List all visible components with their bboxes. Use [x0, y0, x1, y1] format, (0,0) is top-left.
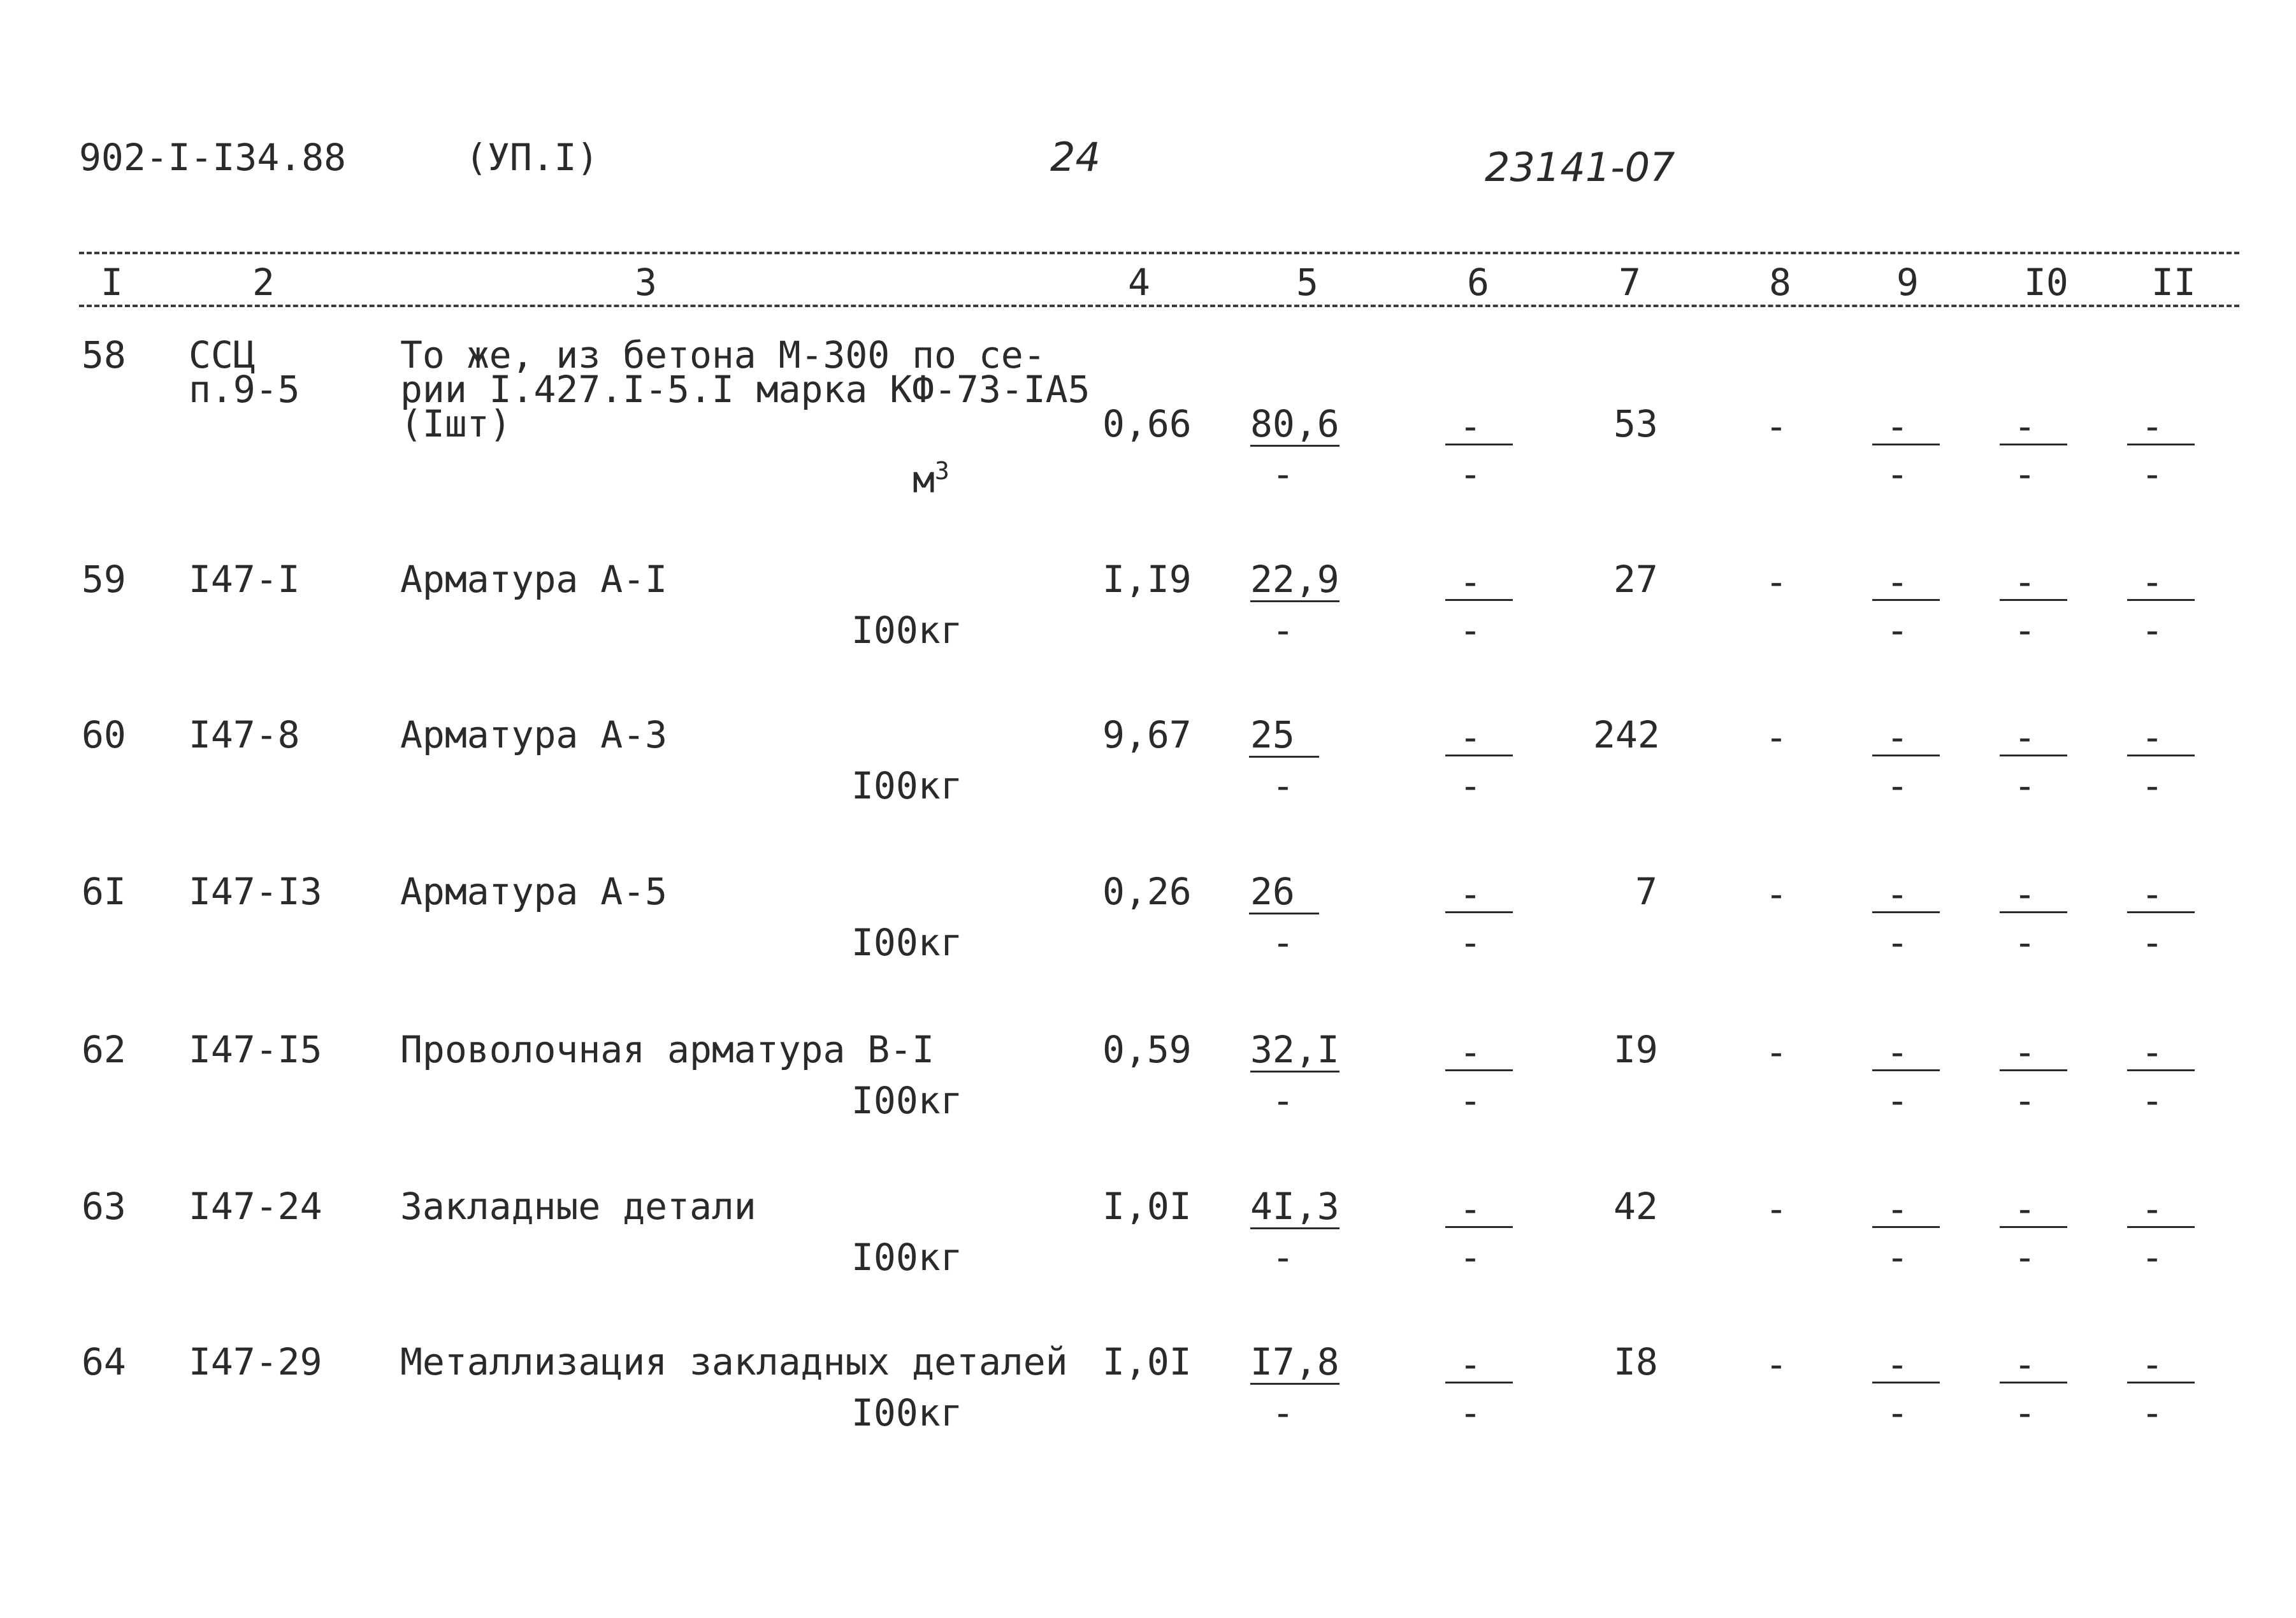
item-description-line2: рии I.427.I-5.I марка КФ-73-IА5 — [400, 368, 1090, 411]
col9-line — [1872, 755, 1940, 756]
quantity: I,0I — [1102, 1340, 1192, 1383]
col10-denominator: - — [2014, 1236, 2036, 1279]
col10-dash: - — [2014, 872, 2036, 916]
norm-code: I47-I — [189, 558, 300, 601]
norm-code-line2: п.9-5 — [189, 368, 300, 411]
item-description-line3: (Iшт) — [400, 402, 512, 445]
item-description: Проволочная арматура В-I — [400, 1028, 935, 1071]
col9-dash: - — [1886, 405, 1909, 448]
col11-denominator: - — [2141, 1236, 2163, 1279]
col10-denominator: - — [2014, 1391, 2036, 1434]
col11-denominator: - — [2141, 921, 2163, 964]
col10-line — [2000, 755, 2067, 756]
col10-dash: - — [2014, 1187, 2036, 1231]
col6-denominator: - — [1459, 921, 1482, 964]
col11-line — [2127, 755, 2195, 756]
total-cost: 42 — [1614, 1185, 1658, 1228]
col6-line — [1445, 444, 1513, 445]
quantity: I,I9 — [1102, 558, 1192, 601]
row-number: 62 — [82, 1028, 126, 1071]
unit-of-measure: I00кг — [851, 1236, 963, 1279]
column-number: I — [97, 264, 127, 301]
col8-dash: - — [1765, 560, 1787, 603]
unit-price: 26 — [1250, 870, 1295, 913]
column-number: 9 — [1893, 264, 1923, 301]
item-description: Арматура А-I — [400, 558, 668, 601]
col10-denominator: - — [2014, 452, 2036, 496]
item-description: Металлизация закладных деталей — [400, 1340, 1068, 1383]
row-number: 60 — [82, 713, 126, 756]
col9-denominator: - — [1886, 764, 1909, 807]
row-number: 64 — [82, 1340, 126, 1383]
unit-price: 25 — [1250, 713, 1295, 756]
row-number: 63 — [82, 1185, 126, 1228]
row-number: 59 — [82, 558, 126, 601]
col10-line — [2000, 1382, 2067, 1383]
col9-dash: - — [1886, 560, 1909, 603]
section-ref: (УП.I) — [465, 136, 599, 179]
col11-dash: - — [2141, 716, 2163, 759]
col9-denominator: - — [1886, 921, 1909, 964]
col9-dash: - — [1886, 716, 1909, 759]
total-cost: 242 — [1593, 713, 1660, 756]
col8-dash: - — [1765, 716, 1787, 759]
col11-dash: - — [2141, 405, 2163, 448]
col11-line — [2127, 1226, 2195, 1228]
price-denominator: - — [1272, 1391, 1294, 1434]
col10-line — [2000, 444, 2067, 445]
unit-price: 22,9 — [1250, 558, 1339, 601]
col9-denominator: - — [1886, 1079, 1909, 1122]
col6-denominator: - — [1459, 764, 1482, 807]
col6-line — [1445, 599, 1513, 601]
col8-dash: - — [1765, 872, 1787, 916]
col6-dash: - — [1459, 560, 1482, 603]
col6-line — [1445, 755, 1513, 756]
unit-of-measure: I00кг — [851, 1391, 963, 1434]
unit-price: 80,6 — [1250, 402, 1339, 445]
norm-code: I47-8 — [189, 713, 300, 756]
col6-line — [1445, 1069, 1513, 1071]
price-denominator: - — [1272, 764, 1294, 807]
total-cost: I9 — [1614, 1028, 1658, 1071]
page-number: 24 — [1050, 134, 1101, 180]
price-line — [1249, 913, 1319, 914]
column-number: 5 — [1292, 264, 1322, 301]
col11-denominator: - — [2141, 764, 2163, 807]
col11-denominator: - — [2141, 609, 2163, 652]
col6-dash: - — [1459, 405, 1482, 448]
col11-denominator: - — [2141, 1391, 2163, 1434]
col11-line — [2127, 1382, 2195, 1383]
column-number: 3 — [631, 264, 661, 301]
column-number: 4 — [1124, 264, 1154, 301]
col10-denominator: - — [2014, 609, 2036, 652]
column-number: II — [2148, 264, 2200, 301]
col6-dash: - — [1459, 1343, 1482, 1386]
col6-denominator: - — [1459, 1391, 1482, 1434]
total-cost: 53 — [1614, 402, 1658, 445]
col10-denominator: - — [2014, 921, 2036, 964]
col8-dash: - — [1765, 405, 1787, 448]
col10-line — [2000, 1069, 2067, 1071]
col11-line — [2127, 1069, 2195, 1071]
col11-line — [2127, 444, 2195, 445]
price-denominator: - — [1272, 1236, 1294, 1279]
col6-dash: - — [1459, 716, 1482, 759]
unit-price: I7,8 — [1250, 1340, 1339, 1383]
norm-code: I47-24 — [189, 1185, 322, 1228]
col6-dash: - — [1459, 1030, 1482, 1074]
col9-line — [1872, 1382, 1940, 1383]
col9-dash: - — [1886, 1343, 1909, 1386]
col8-dash: - — [1765, 1030, 1787, 1074]
unit-price: 32,I — [1250, 1028, 1339, 1071]
unit-of-measure: I00кг — [851, 1079, 963, 1122]
col10-dash: - — [2014, 1030, 2036, 1074]
col9-line — [1872, 599, 1940, 601]
row-number: 58 — [82, 333, 126, 377]
norm-code: ССЦ — [189, 333, 256, 377]
col6-denominator: - — [1459, 452, 1482, 496]
quantity: I,0I — [1102, 1185, 1192, 1228]
col9-denominator: - — [1886, 609, 1909, 652]
col9-line — [1872, 444, 1940, 445]
col10-dash: - — [2014, 716, 2036, 759]
unit-of-measure: I00кг — [851, 764, 963, 807]
col10-dash: - — [2014, 1343, 2036, 1386]
col11-denominator: - — [2141, 452, 2163, 496]
header-rule-bottom — [79, 305, 2239, 307]
column-number: 2 — [249, 264, 278, 301]
item-description: Арматура А-3 — [400, 713, 668, 756]
col9-line — [1872, 1069, 1940, 1071]
doc-number: 23141-07 — [1485, 144, 1675, 191]
col11-line — [2127, 599, 2195, 601]
col9-dash: - — [1886, 1030, 1909, 1074]
col8-dash: - — [1765, 1343, 1787, 1386]
document-code: 902-I-I34.88 — [79, 136, 347, 179]
col6-line — [1445, 1226, 1513, 1228]
header-rule-top — [79, 252, 2239, 254]
unit-price: 4I,3 — [1250, 1185, 1339, 1228]
col6-denominator: - — [1459, 1236, 1482, 1279]
col9-line — [1872, 1226, 1940, 1228]
col9-denominator: - — [1886, 1391, 1909, 1434]
col6-dash: - — [1459, 1187, 1482, 1231]
col9-dash: - — [1886, 872, 1909, 916]
col10-dash: - — [2014, 560, 2036, 603]
col6-denominator: - — [1459, 1079, 1482, 1122]
quantity: 9,67 — [1102, 713, 1192, 756]
price-denominator: - — [1272, 921, 1294, 964]
total-cost: 27 — [1614, 558, 1658, 601]
unit-of-measure: I00кг — [851, 609, 963, 652]
col8-dash: - — [1765, 1187, 1787, 1231]
col9-denominator: - — [1886, 1236, 1909, 1279]
col10-line — [2000, 911, 2067, 913]
col6-line — [1445, 911, 1513, 913]
quantity: 0,59 — [1102, 1028, 1192, 1071]
price-denominator: - — [1272, 609, 1294, 652]
column-number: I0 — [2020, 264, 2072, 301]
col11-dash: - — [2141, 872, 2163, 916]
col9-dash: - — [1886, 1187, 1909, 1231]
total-cost: I8 — [1614, 1340, 1658, 1383]
col11-dash: - — [2141, 1030, 2163, 1074]
item-description: Закладные детали — [400, 1185, 756, 1228]
col11-dash: - — [2141, 1187, 2163, 1231]
column-number: 6 — [1463, 264, 1493, 301]
col9-line — [1872, 911, 1940, 913]
item-description: То же, из бетона М-300 по се- — [400, 333, 1046, 377]
col10-line — [2000, 599, 2067, 601]
col11-denominator: - — [2141, 1079, 2163, 1122]
norm-code: I47-I5 — [189, 1028, 322, 1071]
quantity: 0,26 — [1102, 870, 1192, 913]
norm-code: I47-I3 — [189, 870, 322, 913]
price-denominator: - — [1272, 452, 1294, 496]
item-description: Арматура А-5 — [400, 870, 668, 913]
column-number: 7 — [1615, 264, 1645, 301]
col10-denominator: - — [2014, 764, 2036, 807]
unit-of-measure: $м^3$ — [913, 457, 949, 502]
col10-denominator: - — [2014, 1079, 2036, 1122]
row-number: 6I — [82, 870, 126, 913]
col11-line — [2127, 911, 2195, 913]
column-number: 8 — [1765, 264, 1795, 301]
col6-denominator: - — [1459, 609, 1482, 652]
col6-line — [1445, 1382, 1513, 1383]
col9-denominator: - — [1886, 452, 1909, 496]
col6-dash: - — [1459, 872, 1482, 916]
col11-dash: - — [2141, 560, 2163, 603]
norm-code: I47-29 — [189, 1340, 322, 1383]
col10-dash: - — [2014, 405, 2036, 448]
unit-of-measure: I00кг — [851, 921, 963, 964]
price-denominator: - — [1272, 1079, 1294, 1122]
price-line — [1249, 756, 1319, 758]
col11-dash: - — [2141, 1343, 2163, 1386]
total-cost: 7 — [1635, 870, 1657, 913]
col10-line — [2000, 1226, 2067, 1228]
quantity: 0,66 — [1102, 402, 1192, 445]
